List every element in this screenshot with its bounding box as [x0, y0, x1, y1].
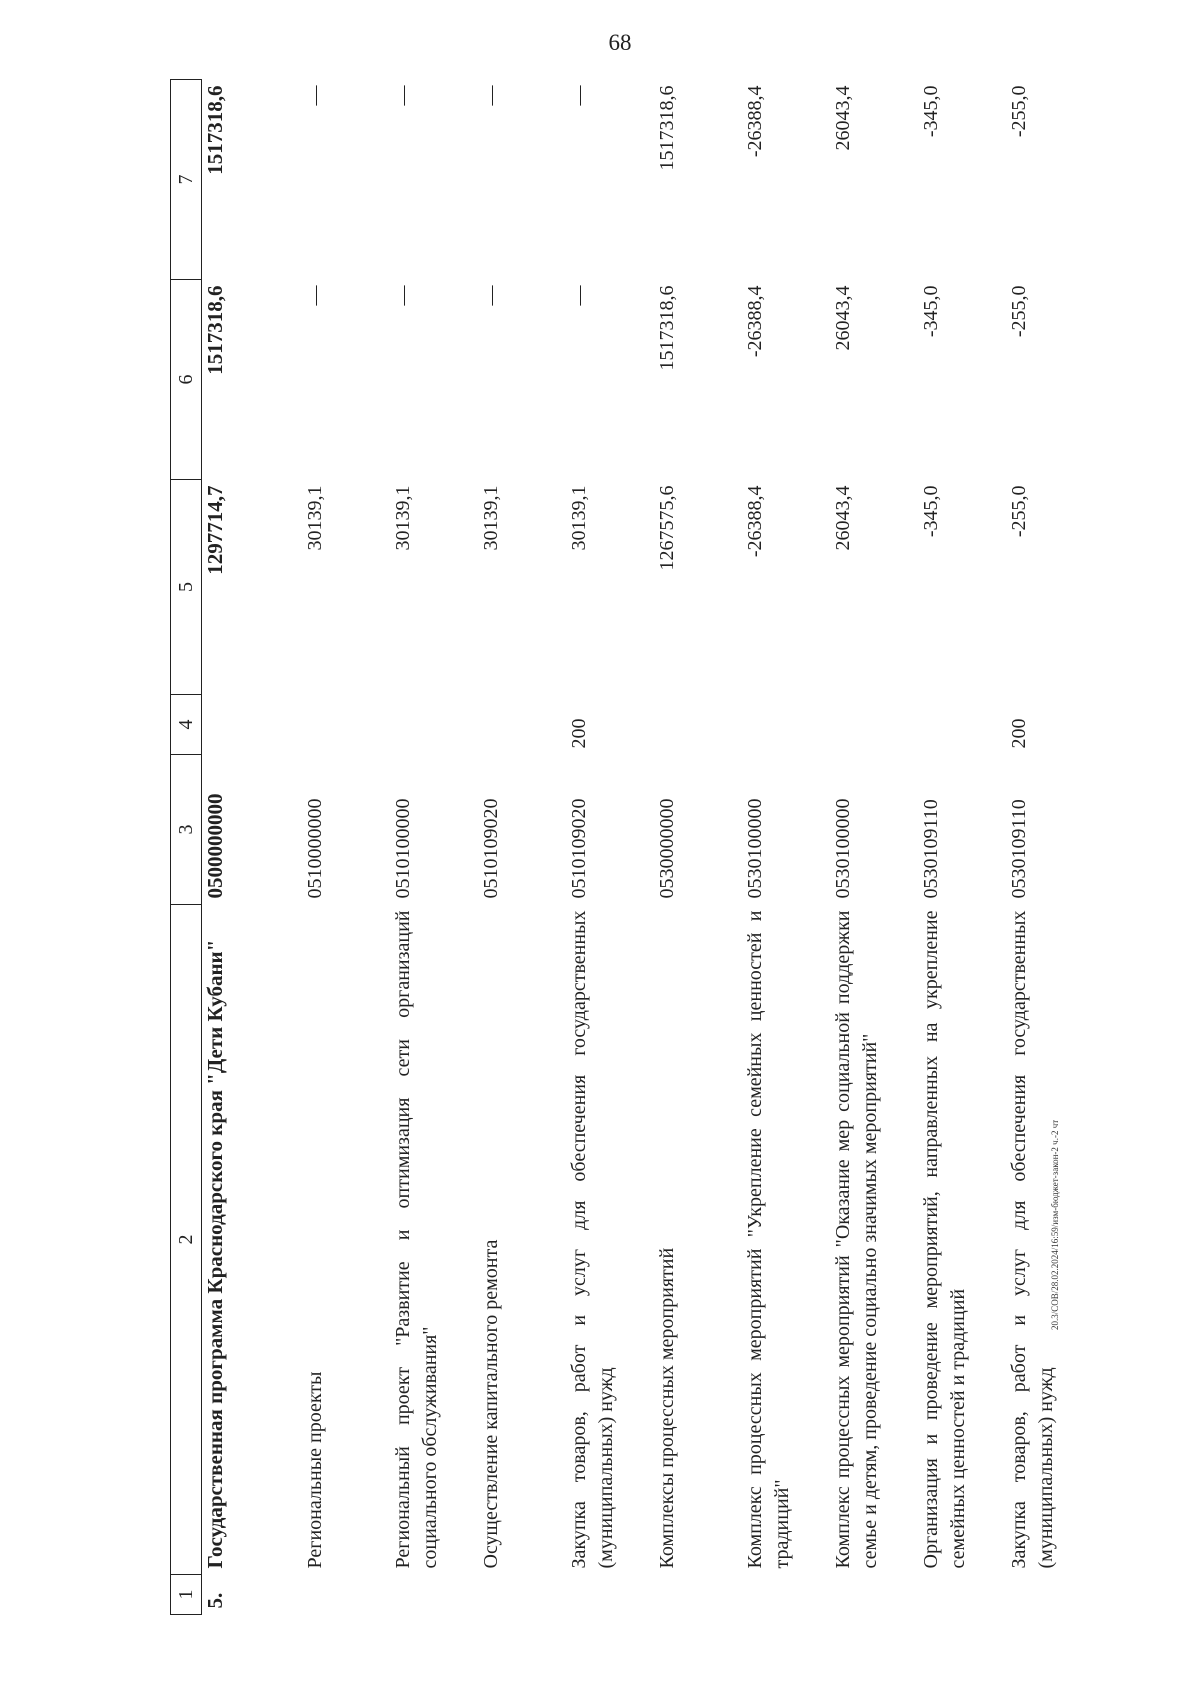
row-number: 5. — [203, 1592, 227, 1609]
row-amount-col6: 26043,4 — [832, 285, 854, 351]
row-amount-col7: -255,0 — [1008, 85, 1030, 138]
row-amount-col7: — — [568, 85, 590, 106]
table-row — [742, 80, 830, 1615]
row-amount-col7: -345,0 — [920, 85, 942, 138]
header-col-5: 5 — [171, 480, 202, 695]
row-amount-col7: — — [392, 85, 414, 106]
row-amount-col5: -345,0 — [920, 485, 942, 538]
row-code: 0530109110 — [1008, 799, 1030, 899]
row-name: Государственная программа Краснодарского края "Дети Кубани" — [203, 939, 227, 1569]
header-col-3: 3 — [171, 755, 202, 905]
row-number — [302, 1575, 390, 1615]
row-amount-col6: — — [392, 285, 414, 306]
row-amount-col5: 1297714,7 — [203, 485, 227, 575]
row-name: Закупка товаров, работ и услуг для обеспечения государственных (муниципальных) нужд — [1008, 910, 1057, 1569]
row-kvr — [390, 695, 478, 755]
row-kvr: 200 — [568, 718, 590, 749]
row-amount-col7: — — [304, 85, 326, 106]
row-kvr — [478, 695, 566, 755]
row-kvr — [918, 695, 1006, 755]
row-amount-col5: 1267575,6 — [656, 485, 678, 571]
row-amount-col5: -255,0 — [1008, 485, 1030, 538]
row-amount-col6: — — [568, 285, 590, 306]
row-code: 0510109020 — [568, 798, 590, 899]
row-name: Комплекс процессных мероприятий "Оказание мер социальной поддержки семье и детям, проведение социально значимых мероприятий" — [832, 910, 881, 1569]
row-number — [566, 1575, 654, 1615]
table-row — [202, 80, 303, 1615]
row-code: 0510000000 — [304, 798, 326, 899]
row-amount-col7: 26043,4 — [832, 85, 854, 151]
row-amount-col7: -26388,4 — [744, 85, 766, 158]
row-name: Закупка товаров, работ и услуг для обеспечения государственных (муниципальных) нужд — [568, 910, 617, 1569]
header-col-7: 7 — [171, 80, 202, 280]
row-amount-col6: 1517318,6 — [656, 285, 678, 371]
row-number — [918, 1575, 1006, 1615]
header-col-2: 2 — [171, 905, 202, 1575]
header-col-4: 4 — [171, 695, 202, 755]
row-code: 0500000000 — [203, 793, 227, 899]
row-amount-col5: 30139,1 — [568, 485, 590, 551]
row-code: 0530000000 — [656, 798, 678, 899]
row-kvr — [742, 695, 830, 755]
table-row — [390, 80, 478, 1615]
row-amount-col7: 1517318,6 — [203, 85, 227, 175]
table-row — [1006, 80, 1094, 1615]
row-name: Региональные проекты — [304, 1371, 326, 1569]
row-amount-col6: -345,0 — [920, 285, 942, 338]
table-body — [202, 80, 1095, 1615]
row-amount-col5: -26388,4 — [744, 485, 766, 558]
row-kvr — [202, 695, 303, 755]
row-code: 0510109020 — [480, 798, 502, 899]
row-amount-col6: -26388,4 — [744, 285, 766, 358]
table-row — [918, 80, 1006, 1615]
row-code: 0530100000 — [744, 798, 766, 899]
row-amount-col6: 1517318,6 — [203, 285, 227, 375]
row-code: 0530100000 — [832, 798, 854, 899]
row-amount-col7: 1517318,6 — [656, 85, 678, 171]
page-number: 68 — [608, 30, 632, 55]
row-name: Комплекс процессных мероприятий "Укрепление семейных ценностей и традиций" — [744, 910, 793, 1569]
table-row — [654, 80, 742, 1615]
row-name: Осуществление капитального ремонта — [480, 1239, 502, 1569]
document-code: 20.3/СОВ/28.02.2024/16:59/изм-бюджет-закон-2 ч.-2 чт — [1050, 1119, 1060, 1330]
row-number — [830, 1575, 918, 1615]
row-amount-col5: 30139,1 — [304, 485, 326, 551]
row-amount-col6: -255,0 — [1008, 285, 1030, 338]
header-col-6: 6 — [171, 280, 202, 480]
table-row — [566, 80, 654, 1615]
row-amount-col5: 30139,1 — [480, 485, 502, 551]
table-row — [478, 80, 566, 1615]
row-kvr — [830, 695, 918, 755]
table-header-row — [171, 80, 202, 1615]
row-number — [478, 1575, 566, 1615]
row-amount-col5: 26043,4 — [832, 485, 854, 551]
row-kvr — [302, 695, 390, 755]
row-number — [390, 1575, 478, 1615]
row-amount-col5: 30139,1 — [392, 485, 414, 551]
row-code: 0510100000 — [392, 798, 414, 899]
row-amount-col6: — — [480, 285, 502, 306]
header-col-1: 1 — [171, 1575, 202, 1615]
row-number — [654, 1575, 742, 1615]
table-row — [830, 80, 918, 1615]
row-code: 0530109110 — [920, 799, 942, 899]
row-number — [742, 1575, 830, 1615]
table-row — [302, 80, 390, 1615]
row-kvr: 200 — [1008, 718, 1030, 749]
row-number — [1006, 1575, 1094, 1615]
budget-table — [170, 79, 1094, 1615]
row-amount-col6: — — [304, 285, 326, 306]
row-kvr — [654, 695, 742, 755]
row-name: Комплексы процессных мероприятий — [656, 1247, 678, 1569]
row-name: Региональный проект "Развитие и оптимизация сети организаций социального обслуживания" — [392, 910, 441, 1569]
row-name: Организация и проведение мероприятий, направленных на укрепление семейных ценностей и традиций — [920, 910, 969, 1569]
row-amount-col7: — — [480, 85, 502, 106]
